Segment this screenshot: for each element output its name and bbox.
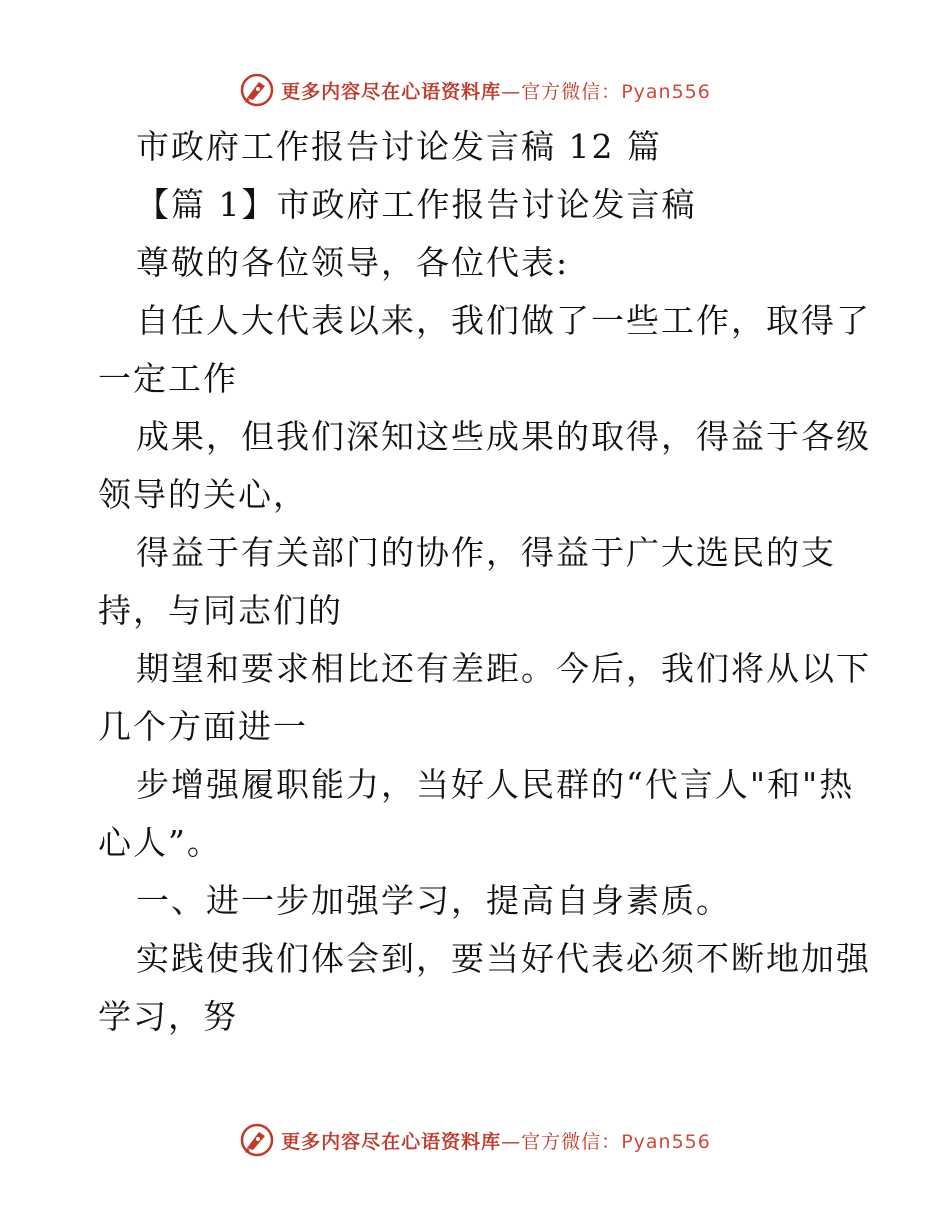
banner-wechat-label: 官方微信： — [521, 1130, 622, 1153]
document-title: 市政府工作报告讨论发言稿 12 篇 — [136, 127, 662, 166]
banner-brand: 更多内容尽在心语资料库 — [281, 1130, 502, 1153]
paragraph-line: 成果，但我们深知这些成果的取得，得益于各级 — [136, 417, 871, 456]
paragraph-line: 心人”。 — [98, 823, 222, 862]
banner-separator: — — [501, 80, 522, 103]
banner-wechat-label: 官方微信： — [521, 80, 622, 103]
banner-brand: 更多内容尽在心语资料库 — [281, 80, 502, 103]
paragraph-line: 得益于有关部门的协作，得益于广大选民的支 — [136, 533, 836, 572]
banner-separator: — — [501, 1130, 522, 1153]
paragraph-line: 学习，努 — [98, 997, 238, 1036]
paragraph-line: 持，与同志们的 — [98, 591, 343, 630]
paragraph-line: 自任人大代表以来，我们做了一些工作，取得了 — [136, 301, 871, 340]
paragraph-line: 步增强履职能力，当好人民群的“代言人"和"热 — [136, 765, 855, 804]
paragraph-line: 期望和要求相比还有差距。今后，我们将从以下 — [136, 649, 871, 688]
header-banner — [0, 70, 950, 110]
banner-account: Pyan556 — [621, 80, 711, 103]
pen-nib-logo-icon — [239, 1122, 275, 1158]
salutation: 尊敬的各位领导，各位代表: — [136, 243, 570, 282]
banner-text — [281, 77, 711, 104]
paragraph-line: 几个方面进一 — [98, 707, 308, 746]
banner-text — [281, 1127, 711, 1154]
document-body — [98, 118, 871, 1046]
paragraph-line: 实践使我们体会到，要当好代表必须不断地加强 — [136, 939, 871, 978]
pen-nib-logo-icon — [239, 72, 275, 108]
section-heading: 【篇 1】市政府工作报告讨论发言稿 — [136, 185, 697, 224]
subsection-heading: 一、进一步加强学习，提高自身素质。 — [136, 881, 731, 920]
banner-account: Pyan556 — [621, 1130, 711, 1153]
paragraph-line: 领导的关心， — [98, 475, 308, 514]
footer-banner — [0, 1120, 950, 1160]
paragraph-line: 一定工作 — [98, 359, 238, 398]
